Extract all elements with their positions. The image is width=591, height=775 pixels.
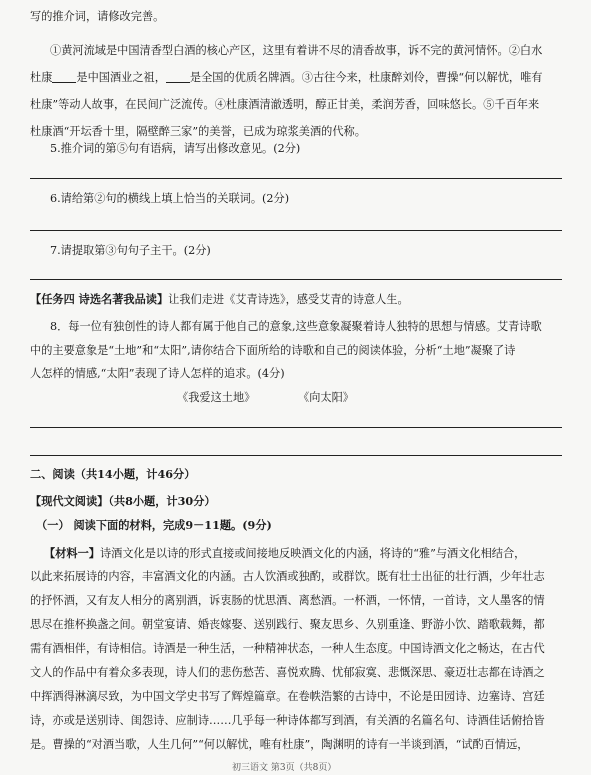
- material-1-line-7: 中挥洒得淋漓尽致，为中国文学史书写了辉煌篇章。在卷帙浩繁的古诗中，不论是田园诗、边塞诗、宫廷: [30, 690, 545, 703]
- fill-blank-1: [52, 72, 76, 83]
- poem-title-2: 《向太阳》: [298, 391, 354, 404]
- material-1-line-6: 文人的作品中有着众多表现，诗人们的悲伤愁苦、喜悦欢腾、忧郁寂寞、悲慨深思、豪迈壮志都在诗酒之: [30, 666, 545, 679]
- page-footer: 初三语文 第3页（共8页）: [232, 763, 337, 773]
- passage-line-3: 杜康”等动人故事，在民间广泛流传。④杜康酒清澈透明，醇正甘美，柔润芳香，回味悠长。⑤千百年来: [30, 98, 540, 111]
- question-5: 5.推介词的第⑤句有语病，请写出修改意见。(2分): [50, 142, 301, 155]
- answer-line-q8-2: [30, 455, 562, 456]
- material-1-label: 【材料一】: [44, 546, 100, 560]
- material-1-line-1-text: 诗酒文化是以诗的形式直接或间接地反映酒文化的内涵，将诗的“雅”与酒文化相结合，: [99, 547, 526, 560]
- q8-line-3: 人怎样的情感,“太阳”表现了诗人怎样的追求。(4分): [30, 367, 285, 380]
- passage-line-4: 杜康酒“开坛香十里，隔壁醉三家”的美誉，已成为琼浆美酒的代称。: [30, 125, 366, 138]
- material-1-line-1: [44, 546, 525, 561]
- passage-line-2a: 杜康: [30, 71, 53, 84]
- q8-line-2: 中的主要意象是“土地”和“太阳”,请你结合下面所给的诗歌和自己的阅读体验，分析“土地”凝聚了诗: [30, 344, 516, 357]
- task4-title: 【任务四 诗选名著我品读】: [30, 292, 169, 306]
- task4-line: [30, 292, 409, 307]
- material-1-line-2: 以此来拓展诗的内容，丰富酒文化的内涵。古人饮酒或独酌，或群饮。既有壮士出征的壮行酒，少年壮志: [30, 570, 545, 583]
- answer-line-q6: [30, 230, 562, 231]
- material-1-line-5: 需有酒相伴，有诗相信。诗酒是一种生活，一种精神状态，一种人生态度。中国诗酒文化之畅达，在古代: [30, 642, 545, 655]
- answer-line-q5: [30, 178, 562, 179]
- q8-line-1: 8．每一位有独创性的诗人都有属于他自己的意象,这些意象凝聚着诗人独特的思想与情感。艾青诗歌: [50, 320, 542, 333]
- passage-line-2b: 是中国酒业之祖，: [76, 71, 166, 84]
- section-heading: 二、阅读（共14小题，计46分）: [30, 467, 196, 481]
- modern-reading-heading: 【现代文阅读】（共8小题，计30分）: [30, 494, 216, 508]
- material-1-line-8: 诗，亦或是送别诗、闺怨诗、应制诗……几乎每一种诗体都写到酒，有关酒的名篇名句、诗酒佳话俯拾皆: [30, 714, 545, 727]
- material-1-line-3: 的抒怀酒，又有友人相分的离别酒，诉衷肠的忧思酒、离愁酒。一杯酒，一怀情，一首诗，文人墨客的情: [30, 594, 545, 607]
- material-1-line-9: 是。曹操的“对酒当歌，人生几何”“何以解忧，唯有杜康”，陶渊明的诗有一半谈到酒，“试酌百情远，: [30, 738, 529, 751]
- part-1-heading: （一） 阅读下面的材料，完成9－11题。(9分): [36, 518, 272, 532]
- task4-text: 让我们走进《艾青诗选》，感受艾青的诗意人生。: [168, 293, 409, 306]
- question-7: 7.请提取第③句句子主干。(2分): [50, 244, 211, 257]
- question-6: 6.请给第②句的横线上填上恰当的关联词。(2分): [50, 192, 290, 205]
- fill-blank-2: [166, 72, 190, 83]
- material-1-line-4: 思尽在推杯换盏之间。朝堂宴请、婚丧嫁娶、送别践行、聚友思乡、久别重逢、野游小饮、踏歌载舞，都: [30, 618, 545, 631]
- intro-text: 写的推介词，请修改完善。: [30, 10, 165, 23]
- passage-line-2c: 是全国的优质名牌酒。③古往今来，杜康醉刘伶，曹操“何以解忧，唯有: [189, 71, 543, 84]
- answer-line-q7: [30, 279, 562, 280]
- answer-line-q8-1: [30, 427, 562, 428]
- poem-title-1: 《我爱这土地》: [177, 391, 256, 404]
- passage-line-1: ①黄河流域是中国清香型白酒的核心产区，这里有着讲不尽的清香故事，诉不完的黄河情怀。②白水: [50, 44, 543, 57]
- passage-line-2: [30, 71, 542, 85]
